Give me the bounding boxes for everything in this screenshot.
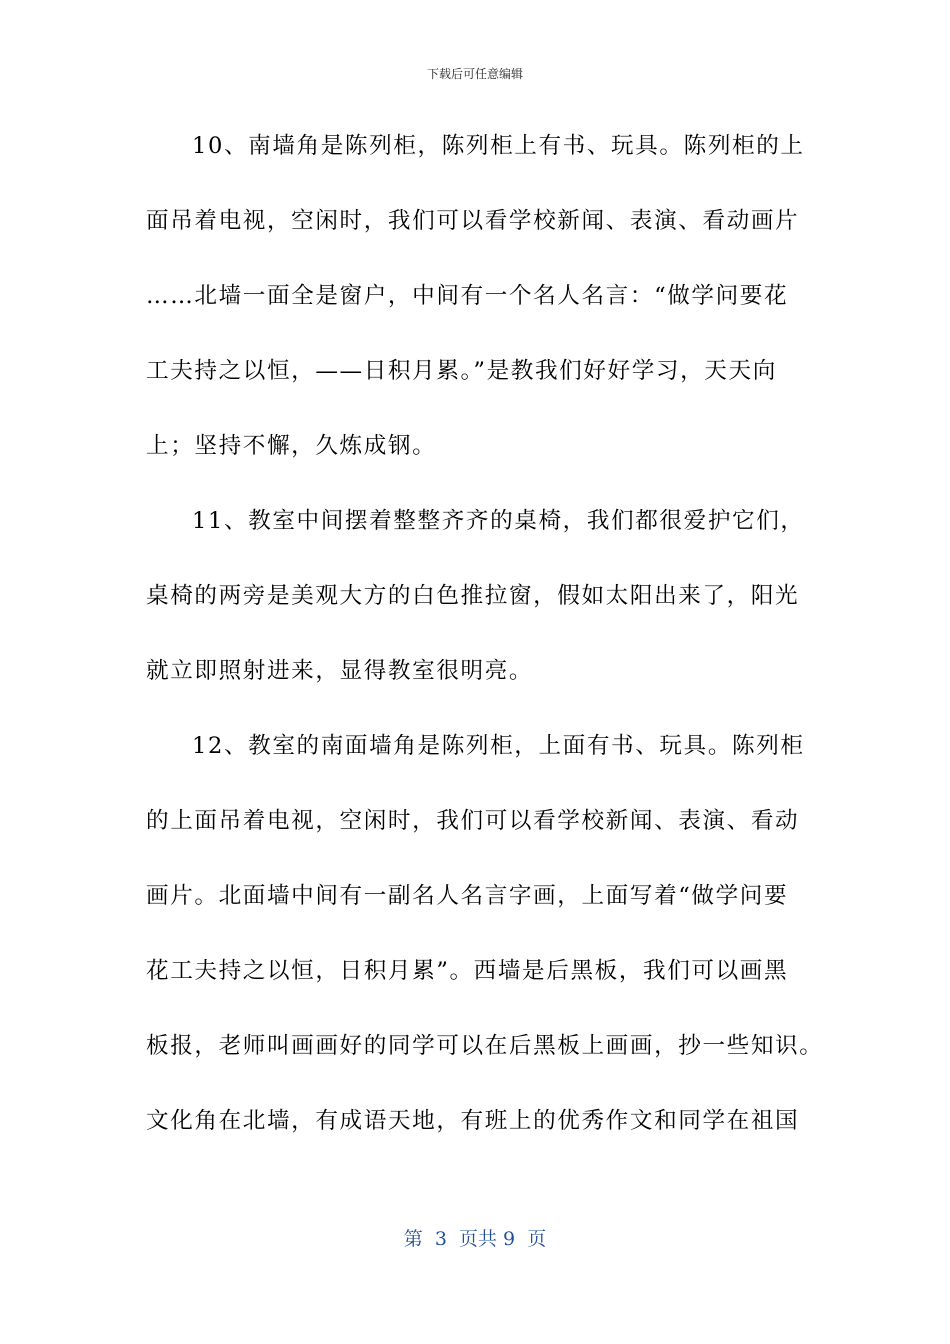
page-footer-page-number: 第 3 页共 9 页 — [403, 1228, 547, 1250]
text-line: 桌椅的两旁是美观大方的白色推拉窗，假如太阳出来了，阳光 — [146, 583, 800, 609]
text-line: 10、南墙角是陈列柜，陈列柜上有书、玩具。陈列柜的上 — [192, 133, 805, 159]
text-line: 上；坚持不懈，久炼成钢。 — [146, 433, 437, 459]
text-line: 12、教室的南面墙角是陈列柜，上面有书、玩具。陈列柜 — [192, 733, 805, 759]
text-line: 花工夫持之以恒，日积月累”。西墙是后黑板，我们可以画黑 — [146, 958, 789, 984]
text-line: 工夫持之以恒，——日积月累。”是教我们好好学习，天天向 — [146, 358, 777, 384]
page-header: 下载后可任意编辑 — [426, 67, 523, 81]
text-line: 11、教室中间摆着整整齐齐的桌椅，我们都很爱护它们， — [192, 508, 805, 534]
text-line: 的上面吊着电视，空闲时，我们可以看学校新闻、表演、看动 — [146, 808, 800, 834]
text-line: 画片。北面墙中间有一副名人名言字画，上面写着“做学问要 — [146, 883, 789, 909]
text-line: 面吊着电视，空闲时，我们可以看学校新闻、表演、看动画片 — [146, 208, 800, 234]
document-body — [146, 126, 824, 1176]
text-line: ……北墙一面全是窗户，中间有一个名人名言：“做学问要花 — [146, 283, 789, 309]
text-line: 板报，老师叫画画好的同学可以在后黑板上画画，抄一些知识。 — [146, 1033, 824, 1059]
text-line: 就立即照射进来，显得教室很明亮。 — [146, 658, 534, 684]
text-line: 文化角在北墙，有成语天地，有班上的优秀作文和同学在祖国 — [146, 1108, 800, 1134]
